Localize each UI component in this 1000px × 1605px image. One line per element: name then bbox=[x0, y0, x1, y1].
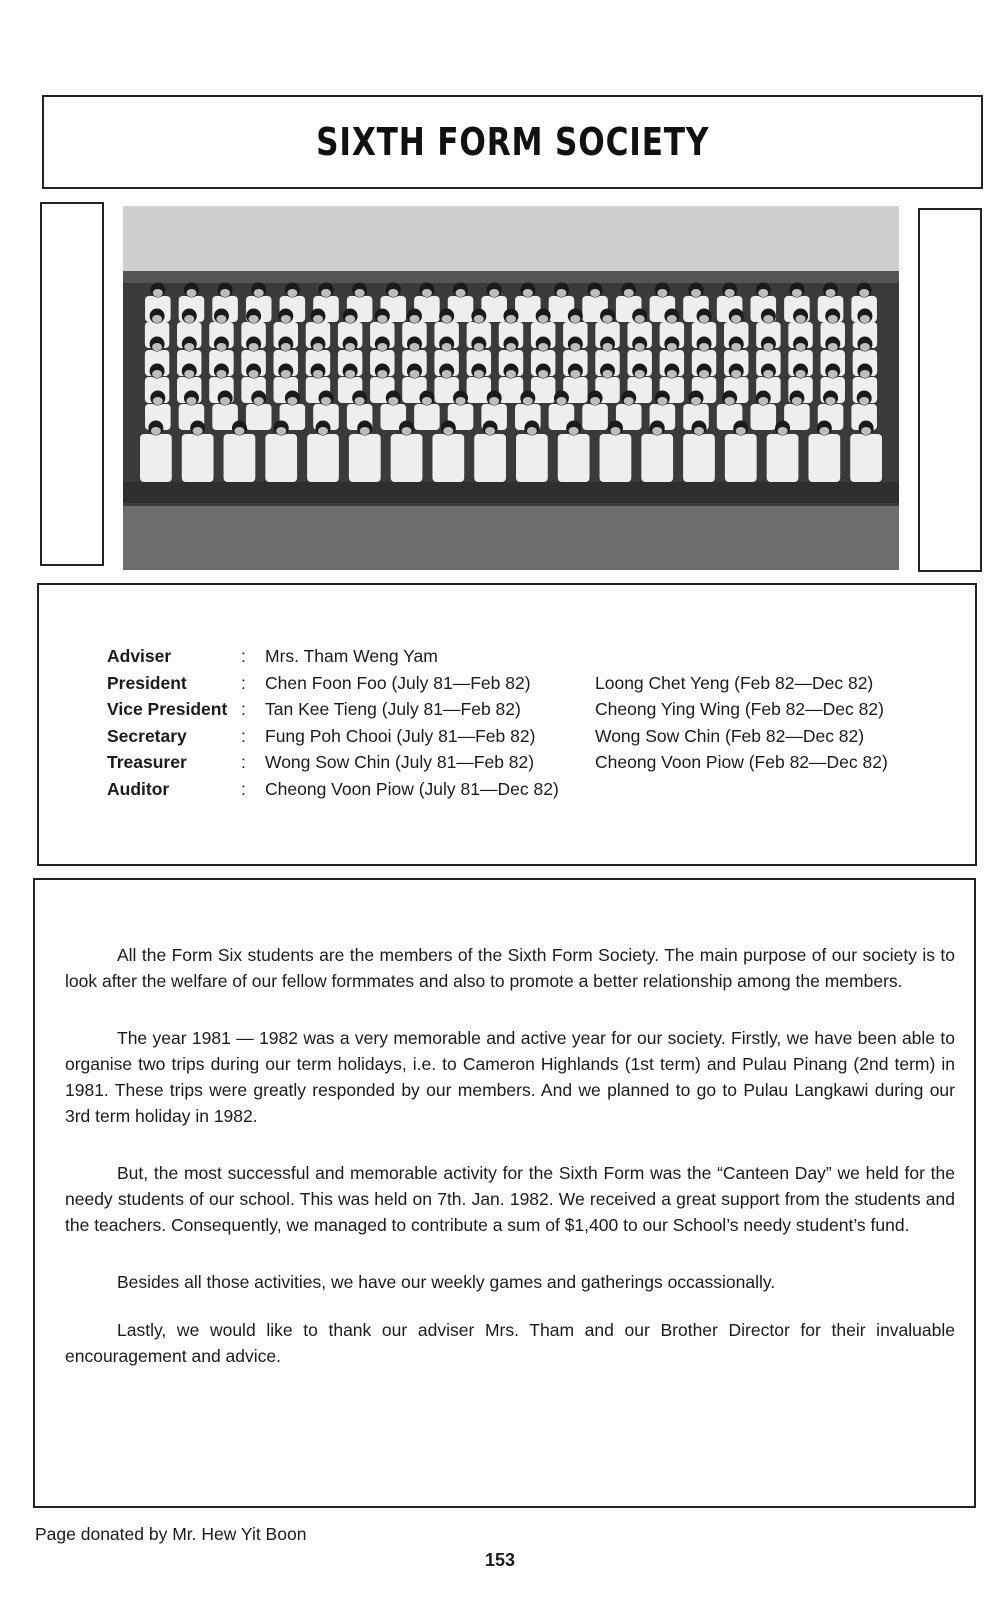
colon-separator: : bbox=[241, 672, 246, 693]
officer-first-term: Cheong Voon Piow (July 81—Dec 82) bbox=[265, 778, 559, 799]
officer-first-term: Fung Poh Chooi (July 81—Feb 82) bbox=[265, 725, 536, 746]
report-text bbox=[65, 942, 955, 1391]
officer-second-term: Wong Sow Chin (Feb 82—Dec 82) bbox=[595, 725, 865, 746]
officer-second-term bbox=[595, 645, 925, 669]
colon-separator: : bbox=[241, 778, 246, 799]
donation-note: Page donated by Mr. Hew Yit Boon bbox=[35, 1524, 307, 1544]
colon-separator: : bbox=[241, 699, 246, 719]
officer-role bbox=[107, 751, 265, 775]
officer-role bbox=[107, 698, 265, 722]
officer-first-term: Mrs. Tham Weng Yam bbox=[265, 646, 438, 666]
report-paragraph: The year 1981 — 1982 was a very memorable and active year for our society. Firstly, we have been able to organise two trips during our term holidays, i.e. to Cameron Highlands (1st term) and Pulau Pinang (2nd term) in 1981. These trips were greatly responded by our members. And we planned to go to Pulau Langkawi during our 3rd term holiday in 1982. bbox=[65, 1028, 955, 1126]
officer-first-term: Tan Kee Tieng (July 81—Feb 82) bbox=[265, 699, 521, 719]
officer-role bbox=[107, 672, 265, 696]
officer-first-term: Chen Foon Foo (July 81—Feb 82) bbox=[265, 672, 531, 693]
officer-first-term: Wong Sow Chin (July 81—Feb 82) bbox=[265, 752, 535, 772]
officer-role-label: Vice President bbox=[107, 699, 228, 719]
colon-separator: : bbox=[241, 752, 246, 772]
report-paragraph: But, the most successful and memorable activity for the Sixth Form was the “Canteen Day” we held for the needy students of our school. This was held on 7th. Jan. 1982. We received a great support from the students and the teachers. Consequently, we managed to contribute a sum of $1,400 to our School’s needy student’s fund. bbox=[65, 1163, 955, 1235]
colon-separator: : bbox=[241, 725, 246, 746]
report-paragraph: Besides all those activities, we have our weekly games and gatherings occassionally. bbox=[117, 1272, 776, 1292]
page-title: SIXTH FORM SOCIETY bbox=[315, 120, 710, 164]
officer-role-label: Auditor bbox=[107, 778, 170, 799]
officer-second-term: Cheong Ying Wing (Feb 82—Dec 82) bbox=[595, 699, 884, 719]
group-photo bbox=[123, 206, 899, 570]
officers-list bbox=[107, 645, 925, 801]
right-side-frame bbox=[918, 208, 982, 572]
officer-role-label: Adviser bbox=[107, 646, 172, 666]
officer-role-label: President bbox=[107, 672, 187, 693]
officer-role-label: Treasurer bbox=[107, 752, 187, 772]
officer-role bbox=[107, 645, 265, 669]
left-side-frame bbox=[40, 202, 104, 566]
report-paragraph: Lastly, we would like to thank our adviser Mrs. Tham and our Brother Director for their invaluable encouragement and advice. bbox=[65, 1320, 955, 1366]
title-banner bbox=[42, 95, 983, 189]
officer-role bbox=[107, 778, 265, 802]
officer-role-label: Secretary bbox=[107, 725, 187, 746]
officer-second-term: Cheong Voon Piow (Feb 82—Dec 82) bbox=[595, 752, 888, 772]
officer-role bbox=[107, 725, 265, 749]
page-number: 153 bbox=[484, 1550, 516, 1570]
officer-second-term: Loong Chet Yeng (Feb 82—Dec 82) bbox=[595, 672, 874, 693]
report-panel bbox=[33, 878, 976, 1508]
officers-panel bbox=[37, 583, 977, 866]
officer-second-term bbox=[595, 778, 925, 802]
group-photo-image bbox=[123, 206, 899, 570]
colon-separator: : bbox=[241, 646, 246, 666]
report-paragraph: All the Form Six students are the members of the Sixth Form Society. The main purpose of our society is to look after the welfare of our fellow formmates and also to promote a better relationship among the members. bbox=[65, 945, 955, 991]
